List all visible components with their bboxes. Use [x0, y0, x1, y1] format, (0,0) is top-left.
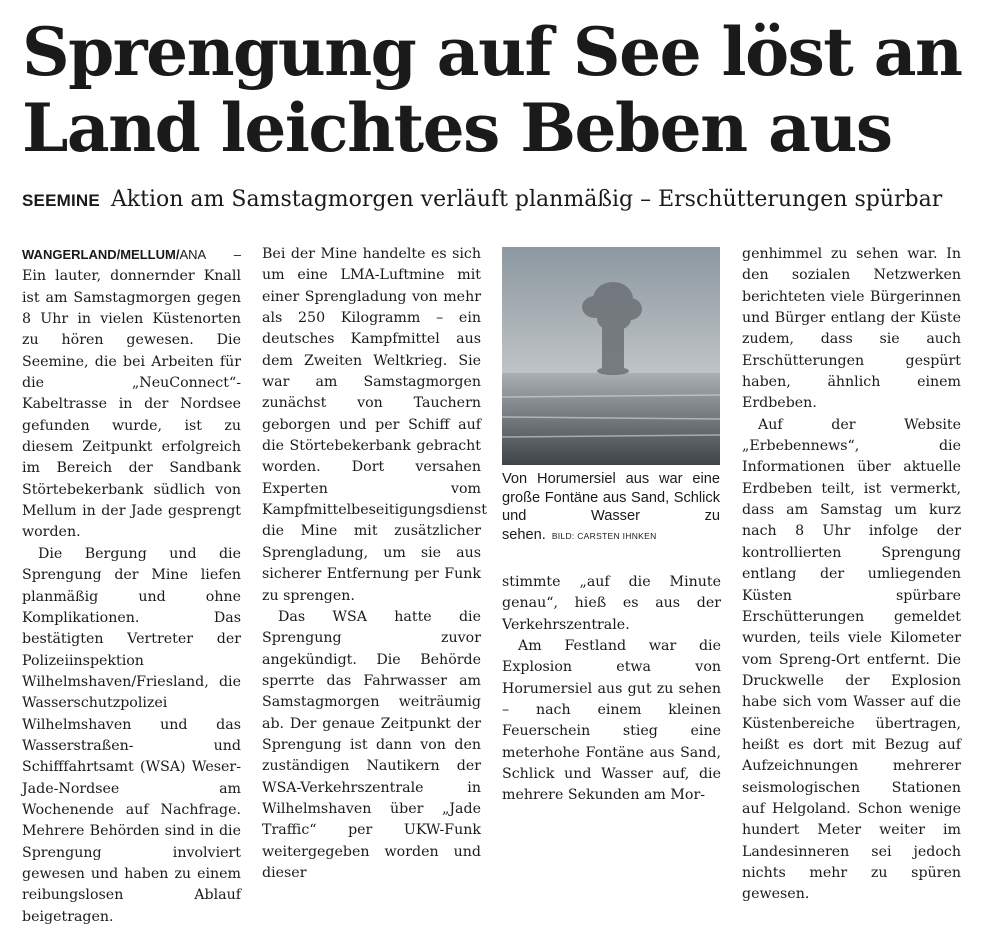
article-kicker: SEEMINE — [22, 191, 100, 210]
photo-caption-text: Von Horumersiel aus war eine große Fontäne aus Sand, Schlick und Wasser zu sehen. — [502, 471, 720, 543]
explosion-photo-illustration — [502, 247, 720, 465]
article-paragraph: stimmte „auf die Minute genau“, hieß es aus der Verkehrszentrale. — [502, 574, 721, 633]
article-headline: Sprengung auf See löst an Land leichtes Beben aus — [22, 13, 962, 167]
article-author: ANA – — [179, 247, 241, 262]
article-column-4 — [742, 244, 961, 906]
article-paragraph: Auf der Website „Erbebennews“, die Informationen über aktuelle Erdbeben teilt, ist vermerkt, dass am Samstag um kurz nach 8 Uhr infolge der kontrollierten Sprengung entlang der umliegenden Küsten spürbare Erschütterungen gemeldet wurden, teils viele Kilometer vom Spreng-Ort entfernt. Die Druckwelle der Explosion habe sich vom Wasser auf die Küstenbereiche übertragen, heißt es dort mit Bezug auf Aufzeichnungen mehrerer seismologischen Stationen auf Helgoland. Schon wenige hundert Meter weiter im Landesinneren sei jedoch nichts mehr zu spüren gewesen. — [742, 416, 961, 903]
article-paragraph-text: Ein lauter, donnernder Knall ist am Samstagmorgen gegen 8 Uhr in vielen Küstenorten zu hören gewesen. Die Seemine, die bei Arbeiten für die „NeuConnect“-Kabeltrasse in der Nordsee gefunden wurde, ist zu diesem Zeitpunkt erfolgreich im Bereich der Sandbank Störtebekerbank südlich von Mellum in der Jade gesprengt worden. — [22, 268, 241, 541]
article-paragraph: Bei der Mine handelte es sich um eine LMA-Luftmine mit einer Sprengladung von mehr als 250 Kilogramm – ein deutsches Kampfmittel aus dem Zweiten Weltkrieg. Sie war am Samstagmorgen zunächst von Tauchern geborgen und per Schiff auf die Störtebekerbank gebracht worden. Dort versahen Experten vom Kampfmittelbeseitigungsdienst die Mine mit zusätzlicher Sprengladung, um sie aus sicherer Entfernung per Funk zu sprengen. — [262, 246, 487, 604]
explosion-photo — [502, 247, 720, 465]
photo-credit: BILD: CARSTEN IHNKEN — [551, 530, 657, 541]
photo-caption — [502, 470, 720, 545]
article-paragraph: genhimmel zu sehen war. In den sozialen Netzwerken berichteten viele Bürgerinnen und Bürger entlang der Küste zudem, dass sie auch Erschütterungen gespürt haben, ähnlich einem Erdbeben. — [742, 246, 961, 412]
article-paragraph: Das WSA hatte die Sprengung zuvor angekündigt. Die Behörde sperrte das Fahrwasser am Samstagmorgen weiträumig ab. Der genaue Zeitpunkt der Sprengung ist dann von den zuständigen Nautikern der WSA-Verkehrszentrale in Wilhelmshaven über „Jade Traffic“ per UKW-Funk weitergegeben worden und dieser — [262, 608, 481, 881]
article-paragraph: Die Bergung und die Sprengung der Mine liefen planmäßig und ohne Komplikationen. Das bestätigten Vertreter der Polizeiinspektion Wilhelmshaven/Friesland, die Wasserschutzpolizei Wilhelmshaven und das Wasserstraßen- und Schifffahrtsamt (WSA) Weser-Jade-Nordsee am Wochenende auf Nachfrage. Mehrere Behörden sind in die Sprengung involviert gewesen und haben zu einem reibungslosen Ablauf beigetragen. — [22, 545, 241, 925]
article-subheadline: Aktion am Samstagmorgen verläuft planmäßig – Erschütterungen spürbar — [110, 187, 943, 212]
article-dateline: WANGERLAND/MELLUM/ — [22, 247, 180, 262]
article-column-3 — [502, 572, 721, 807]
article-paragraph: Am Festland war die Explosion etwa von Horumersiel aus gut zu sehen – nach einem kleinen Feuerschein stieg eine meterhohe Fontäne aus Sand, Schlick und Wasser auf, die mehrere Sekunden am Mor- — [502, 638, 721, 804]
article-column-2 — [262, 244, 487, 884]
article-subheadline-row — [22, 186, 972, 215]
article-column-1 — [22, 244, 241, 928]
article-paragraph — [22, 244, 241, 544]
